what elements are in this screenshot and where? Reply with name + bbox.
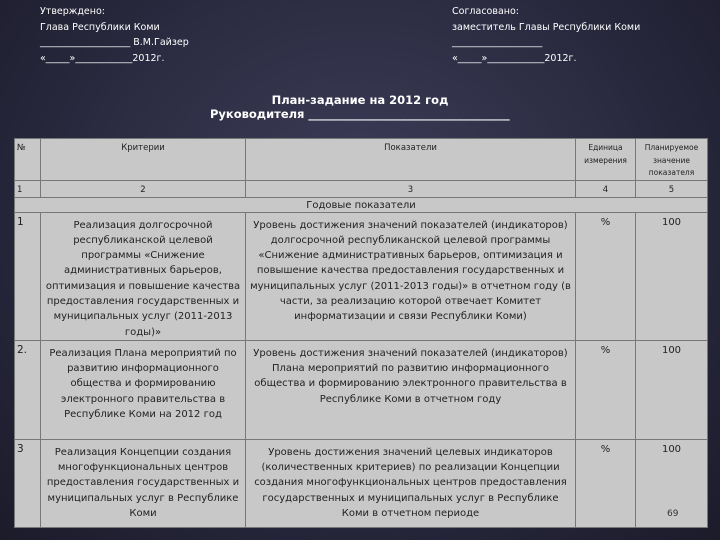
table-row — [15, 439, 708, 527]
agreement-date: «_____»____________2012г. — [452, 52, 577, 64]
plan-table — [14, 138, 708, 528]
row-value: 100 — [636, 439, 708, 527]
row-value: 100 — [636, 340, 708, 439]
header-indicators: Показатели — [246, 139, 576, 181]
agreer-position: заместитель Главы Республики Коми — [452, 21, 641, 33]
row-indicator: Уровень достижения значений показателей (индикаторов) Плана мероприятий по развитию информационного общества и формированию электронного правительства в Республике Коми в отчетном году — [246, 340, 576, 439]
row-indicator: Уровень достижения значений целевых индикаторов (количественных критериев) по реализации Концепции создания многофункциональных центров предоставления государственных и муниципальных услуг в Республике Коми в отчетном периоде — [246, 439, 576, 527]
approver-position: Глава Республики Коми — [40, 21, 160, 33]
page-subtitle: Руководителя ___________________________________ — [210, 107, 510, 121]
section-row — [15, 197, 708, 212]
row-unit: % — [576, 212, 636, 340]
row-unit: % — [576, 340, 636, 439]
row-number: 3 — [15, 439, 41, 527]
row-criterion: Реализация Плана мероприятий по развитию информационного общества и формированию электронного правительства в Республике Коми на 2012 год — [41, 340, 246, 439]
row-value: 100 — [636, 212, 708, 340]
row-criterion: Реализация долгосрочной республиканской целевой программы «Снижение административных барьеров, оптимизация и повышение качества предоставления государственных и муниципальных услуг (2011-2013 годы)» — [41, 212, 246, 340]
approval-date: «_____»____________2012г. — [40, 52, 165, 64]
page-number: 69 — [667, 509, 679, 519]
col-num-4: 4 — [576, 180, 636, 197]
header-number: № — [15, 139, 41, 181]
header-unit: Единица измерения — [576, 139, 636, 181]
col-num-3: 3 — [246, 180, 576, 197]
header-planned-value: Планируемое значение показателя — [636, 139, 708, 181]
table-row — [15, 212, 708, 340]
row-criterion: Реализация Концепции создания многофункциональных центров предоставления государственных и муниципальных услуг в Республике Коми — [41, 439, 246, 527]
header-criteria: Критерии — [41, 139, 246, 181]
agreement-block — [452, 4, 640, 66]
approval-block — [40, 4, 189, 66]
agreed-label: Согласовано: — [452, 6, 520, 17]
approver-signature: ___________________ В.М.Гайзер — [40, 37, 189, 48]
agreer-signature: ___________________ — [452, 37, 543, 48]
column-number-row — [15, 180, 708, 197]
row-unit: % — [576, 439, 636, 527]
col-num-5: 5 — [636, 180, 708, 197]
row-indicator: Уровень достижения значений показателей (индикаторов) долгосрочной республиканской целевой программы «Снижение административных барьеров, оптимизация и повышение качества предоставления государственных и муниципальных услуг (2011-2013 годы)» в отчетном году (в части, за реализацию которой отвечает Комитет информатизации и связи Республики Коми) — [246, 212, 576, 340]
col-num-2: 2 — [41, 180, 246, 197]
table-row — [15, 340, 708, 439]
table-header-row — [15, 139, 708, 181]
approved-label: Утверждено: — [40, 6, 105, 17]
row-number: 1 — [15, 212, 41, 340]
section-title: Годовые показатели — [15, 197, 708, 212]
row-number: 2. — [15, 340, 41, 439]
page-title: План-задание на 2012 год — [271, 93, 449, 107]
col-num-1: 1 — [15, 180, 41, 197]
